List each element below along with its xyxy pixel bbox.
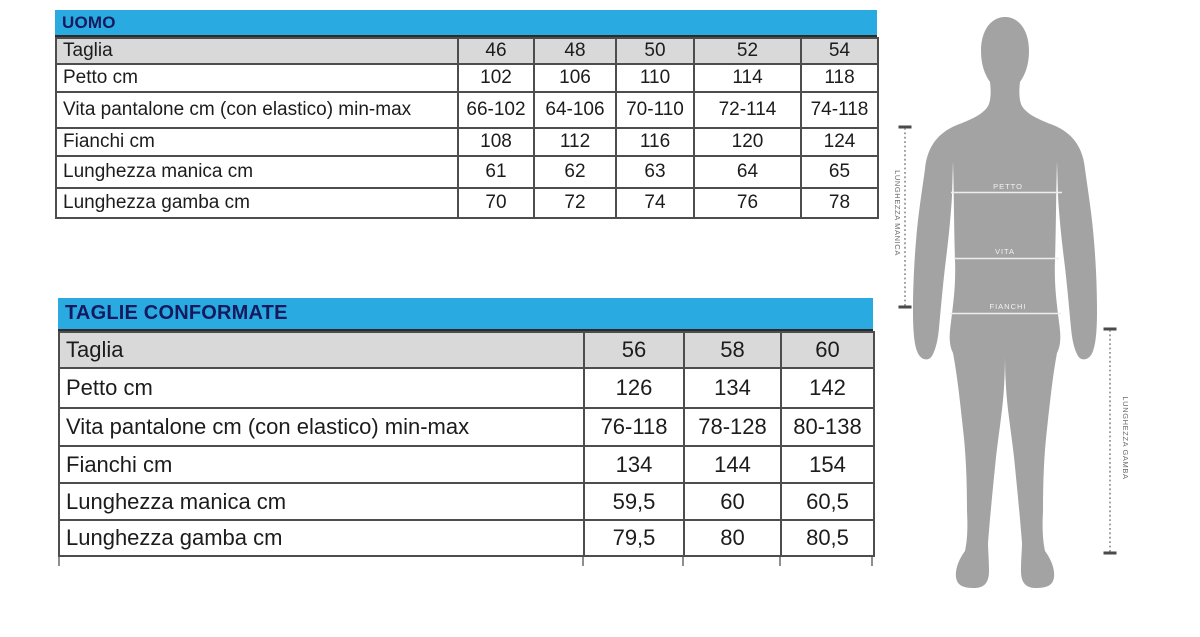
value-cell: 80-138 (781, 408, 874, 446)
body-measurement-figure (885, 8, 1140, 588)
value-cell: 112 (534, 128, 616, 156)
row-label: Fianchi cm (59, 446, 584, 483)
value-cell: 106 (534, 64, 616, 92)
uomo-table-grid (55, 37, 879, 219)
value-cell: 120 (694, 128, 801, 156)
table-row (59, 368, 874, 408)
value-cell: 74-118 (801, 92, 878, 128)
value-cell: 60 (684, 483, 781, 520)
row-label: Lunghezza manica cm (59, 483, 584, 520)
row-label: Petto cm (59, 368, 584, 408)
size-cell: 48 (534, 38, 616, 64)
value-cell: 108 (458, 128, 534, 156)
value-cell: 142 (781, 368, 874, 408)
value-cell: 80,5 (781, 520, 874, 556)
row-label: Petto cm (56, 64, 458, 92)
cropped-next-row-artifact (58, 557, 873, 567)
size-cell: 46 (458, 38, 534, 64)
fianchi-line-label: FIANCHI (989, 302, 1027, 311)
value-cell: 65 (801, 156, 878, 188)
vita-line-label: VITA (994, 247, 1016, 256)
taglie-conformate-table (58, 298, 873, 567)
male-silhouette-diagram (885, 8, 1140, 588)
row-label: Vita pantalone cm (con elastico) min-max (56, 92, 458, 128)
sleeve-length-measure (893, 127, 912, 307)
value-cell: 134 (684, 368, 781, 408)
value-cell: 72-114 (694, 92, 801, 128)
value-cell: 70-110 (616, 92, 694, 128)
size-cell: 60 (781, 332, 874, 368)
table-row (56, 128, 878, 156)
leg-length-label: LUNGHEZZA GAMBA (1121, 396, 1130, 480)
value-cell: 74 (616, 188, 694, 218)
value-cell: 80 (684, 520, 781, 556)
size-cell: 56 (584, 332, 684, 368)
row-label: Lunghezza manica cm (56, 156, 458, 188)
value-cell: 118 (801, 64, 878, 92)
size-cell: 54 (801, 38, 878, 64)
taglie-conformate-title: TAGLIE CONFORMATE (58, 298, 873, 331)
uomo-table-title: UOMO (55, 10, 877, 37)
row-label: Lunghezza gamba cm (59, 520, 584, 556)
sleeve-length-label: LUNGHEZZA MANICA (893, 170, 902, 256)
value-cell: 116 (616, 128, 694, 156)
row-label: Lunghezza gamba cm (56, 188, 458, 218)
value-cell: 66-102 (458, 92, 534, 128)
table-row (59, 483, 874, 520)
value-cell: 72 (534, 188, 616, 218)
table-row (56, 188, 878, 218)
value-cell: 78 (801, 188, 878, 218)
uomo-size-table (55, 10, 877, 219)
taglie-conformate-grid (58, 331, 875, 557)
value-cell: 64-106 (534, 92, 616, 128)
size-cell: 58 (684, 332, 781, 368)
table-row (56, 38, 878, 64)
row-label: Taglia (56, 38, 458, 64)
table-row (59, 408, 874, 446)
value-cell: 79,5 (584, 520, 684, 556)
value-cell: 63 (616, 156, 694, 188)
value-cell: 62 (534, 156, 616, 188)
row-label: Vita pantalone cm (con elastico) min-max (59, 408, 584, 446)
value-cell: 134 (584, 446, 684, 483)
value-cell: 102 (458, 64, 534, 92)
value-cell: 154 (781, 446, 874, 483)
value-cell: 70 (458, 188, 534, 218)
value-cell: 60,5 (781, 483, 874, 520)
value-cell: 76 (694, 188, 801, 218)
size-cell: 50 (616, 38, 694, 64)
table-row (59, 446, 874, 483)
petto-line-label: PETTO (993, 182, 1023, 191)
value-cell: 114 (694, 64, 801, 92)
value-cell: 64 (694, 156, 801, 188)
row-label: Fianchi cm (56, 128, 458, 156)
table-row (56, 92, 878, 128)
value-cell: 144 (684, 446, 781, 483)
value-cell: 126 (584, 368, 684, 408)
table-row (56, 64, 878, 92)
table-row (59, 332, 874, 368)
leg-length-measure (1104, 329, 1131, 553)
table-row (56, 156, 878, 188)
size-cell: 52 (694, 38, 801, 64)
table-row (59, 520, 874, 556)
row-label: Taglia (59, 332, 584, 368)
value-cell: 78-128 (684, 408, 781, 446)
value-cell: 59,5 (584, 483, 684, 520)
value-cell: 76-118 (584, 408, 684, 446)
value-cell: 124 (801, 128, 878, 156)
value-cell: 110 (616, 64, 694, 92)
value-cell: 61 (458, 156, 534, 188)
